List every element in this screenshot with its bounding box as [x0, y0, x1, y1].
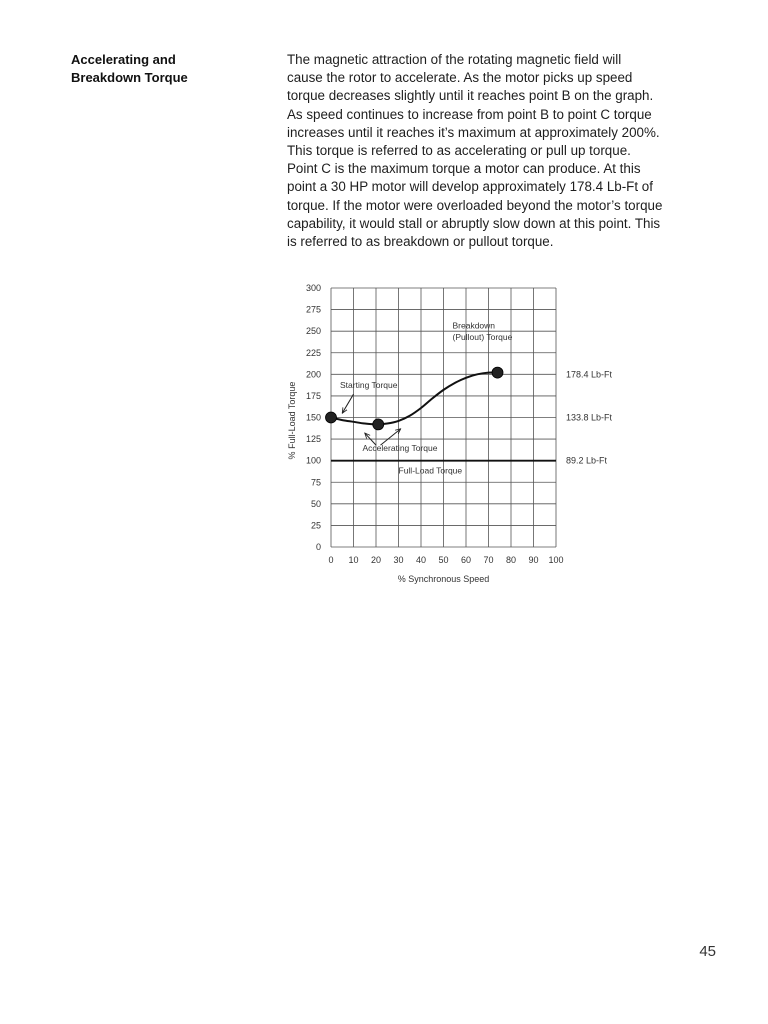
torque-chart — [270, 270, 670, 600]
x-tick-label: 40 — [415, 555, 427, 565]
body-line: point a 30 HP motor will develop approximately 178.4 Lb-Ft of — [287, 179, 653, 195]
chart-annotation: Starting Torque — [340, 380, 398, 391]
section-heading-line-1: Accelerating and — [71, 52, 176, 67]
chart-annotation: Breakdown — [452, 320, 496, 331]
page-number: 45 — [699, 943, 716, 960]
x-tick-label: 10 — [348, 555, 359, 565]
x-tick-label: 20 — [370, 555, 382, 565]
body-line: increases until it reaches it’s maximum at approximately 200%. — [287, 124, 660, 140]
x-tick-label: 50 — [438, 555, 449, 565]
x-tick-label: 90 — [528, 555, 539, 565]
y-tick-label: 250 — [305, 326, 321, 337]
chart-annotation: Accelerating Torque — [362, 443, 438, 454]
torque-value-label: 133.8 Lb-Ft — [566, 412, 613, 423]
y-tick-label: 75 — [310, 477, 321, 488]
x-axis-label: % Synchronous Speed — [397, 574, 490, 584]
x-tick-label: 0 — [328, 555, 334, 565]
y-tick-label: 300 — [305, 283, 321, 293]
body-line: As speed continues to increase from point B to point C torque — [287, 106, 652, 122]
y-tick-label: 200 — [305, 369, 321, 380]
body-line: torque. If the motor were overloaded beyond the motor’s torque — [287, 197, 663, 213]
starting-torque-arrow — [342, 394, 353, 413]
chart-annotation: Full-Load Torque — [398, 465, 463, 476]
x-tick-label: 100 — [548, 555, 564, 565]
y-tick-label: 175 — [305, 390, 321, 401]
y-tick-label: 25 — [310, 520, 321, 531]
y-tick-label: 225 — [305, 347, 321, 358]
chart-annotation: (Pullout) Torque — [452, 331, 513, 342]
body-line: This torque is referred to as accelerating or pull up torque. — [287, 143, 631, 159]
section-heading-line-2: Breakdown Torque — [71, 70, 188, 85]
torque-point-marker — [326, 412, 337, 423]
y-tick-label: 50 — [310, 498, 321, 509]
y-tick-label: 125 — [305, 434, 321, 445]
torque-chart-svg — [270, 270, 670, 600]
full-load-torque-value-label: 89.2 Lb-Ft — [566, 455, 608, 466]
x-tick-label: 60 — [460, 555, 472, 565]
torque-point-marker — [492, 367, 503, 378]
body-line: torque decreases slightly until it reaches point B on the graph. — [287, 88, 654, 104]
body-line: Point C is the maximum torque a motor can produce. At this — [287, 161, 641, 177]
x-tick-label: 70 — [483, 555, 494, 565]
torque-point-marker — [373, 419, 384, 430]
body-line: The magnetic attraction of the rotating magnetic field will — [287, 52, 622, 67]
y-tick-label: 0 — [315, 542, 321, 552]
body-line: is referred to as breakdown or pullout torque. — [287, 234, 554, 250]
y-axis-label: % Full-Load Torque — [287, 381, 297, 460]
y-tick-label: 100 — [305, 455, 321, 466]
x-tick-label: 30 — [393, 555, 404, 565]
y-tick-label: 150 — [305, 412, 321, 423]
y-tick-label: 275 — [305, 304, 321, 315]
torque-value-label: 178.4 Lb-Ft — [566, 369, 613, 380]
body-line: capability, it would stall or abruptly slow down at this point. This — [287, 215, 661, 231]
body-paragraph — [287, 51, 727, 251]
section-heading — [71, 51, 271, 87]
x-tick-label: 80 — [505, 555, 517, 565]
body-line: cause the rotor to accelerate. As the motor picks up speed — [287, 70, 633, 86]
